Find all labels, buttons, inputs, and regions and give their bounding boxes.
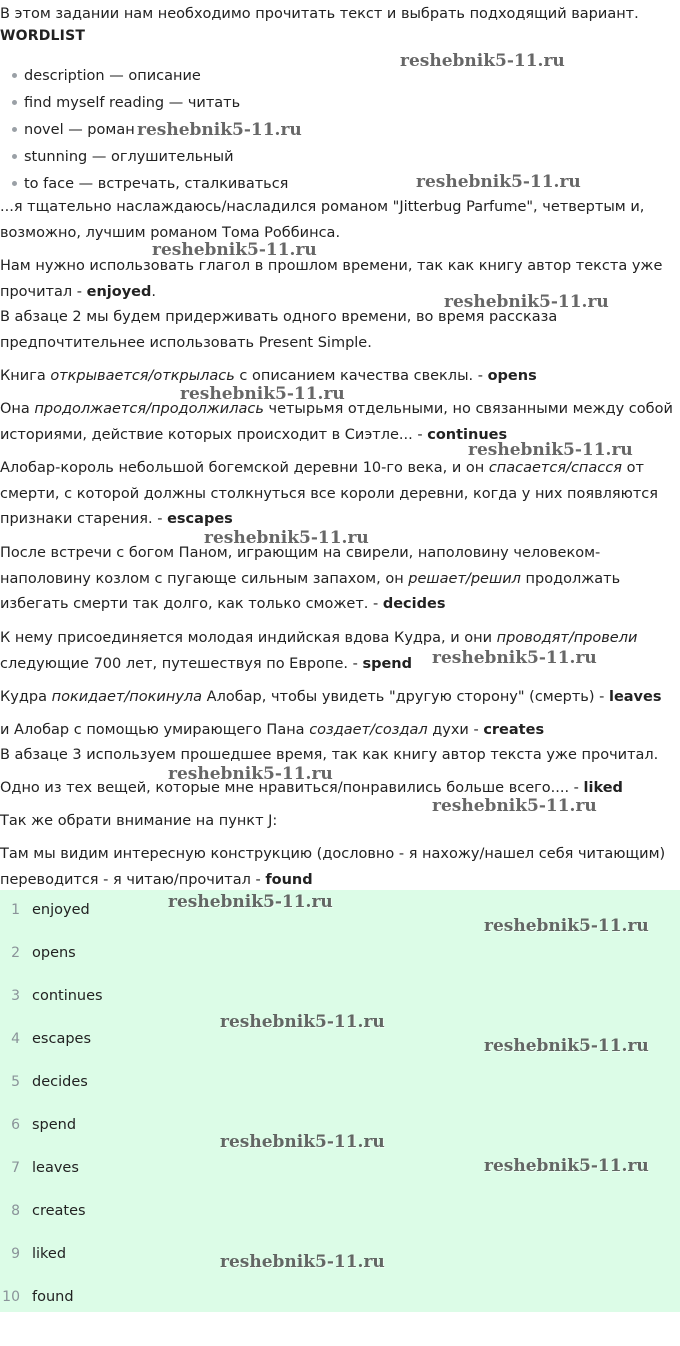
answer-word: opens: [32, 945, 76, 961]
answer-number: 5: [11, 1074, 20, 1090]
explanation-text: духи -: [427, 722, 484, 738]
watermark: reshebnik5-11.ru: [220, 1012, 385, 1032]
explanation-paragraph: [0, 456, 676, 533]
answer-number: 8: [11, 1203, 20, 1219]
answer-word: spend: [362, 655, 412, 672]
watermark: reshebnik5-11.ru: [484, 916, 649, 936]
watermark: reshebnik5-11.ru: [168, 892, 333, 912]
answer-number: 2: [11, 945, 20, 961]
answer-row: [0, 1282, 680, 1312]
bullet-icon: [12, 154, 17, 159]
explanation-paragraph: [0, 685, 676, 711]
verb-options: покидает/покинула: [51, 689, 203, 705]
explanation-paragraph: ...я тщательно наслаждаюсь/насладился романом "Jitterbug Parfume", четвертым и, возможно, лучшим романом Тома Роббинса.: [0, 199, 645, 241]
answer-word: creates: [32, 1203, 86, 1219]
wordlist-item: to face — встречать, сталкиваться: [24, 176, 289, 192]
explanation-text: и Алобар с помощью умирающего Пана: [0, 722, 310, 738]
answer-number: 6: [11, 1117, 20, 1133]
verb-options: проводят/провели: [496, 630, 638, 646]
answer-number: 4: [11, 1031, 20, 1047]
answer-word: escapes: [167, 511, 233, 527]
answer-row: [0, 981, 680, 1011]
explanation-paragraph: Так же обрати внимание на пункт J:: [0, 813, 278, 829]
explanation-text: Одно из тех вещей, которые мне нравиться/понравились больше всего.... -: [0, 780, 584, 796]
explanation-text: После встречи с богом Паном, играющим на свирели, наполовину человеком-наполовину козлом с пугающе сильным запахом, он: [0, 545, 601, 587]
verb-options: продолжается/продолжилась: [34, 401, 264, 417]
answer-word: continues: [32, 988, 103, 1004]
watermark: reshebnik5-11.ru: [152, 240, 317, 260]
answer-word: escapes: [32, 1031, 92, 1047]
verb-options: создает/создал: [309, 722, 428, 738]
watermark: reshebnik5-11.ru: [400, 51, 565, 71]
answer-number: 1: [11, 902, 20, 918]
bullet-icon: [12, 73, 17, 78]
answer-word: decides: [382, 596, 446, 612]
watermark: reshebnik5-11.ru: [220, 1252, 385, 1272]
explanation-paragraph: Нам нужно использовать глагол в прошлом времени, так как книгу автор текста уже прочитал - enjoyed.: [0, 258, 663, 300]
explanation-text: с описанием качества свеклы. -: [234, 368, 488, 384]
verb-options: решает/решил: [408, 570, 521, 587]
answer-word: liked: [32, 1246, 67, 1262]
answer-word: enjoyed: [86, 283, 152, 300]
answer-word: enjoyed: [32, 902, 90, 918]
answer-word: liked: [583, 780, 623, 796]
explanation-text: продолжать избегать смерти так долго, как только сможет. -: [0, 570, 621, 612]
answer-word: creates: [483, 722, 545, 738]
explanation-text: следующие 700 лет, путешествуя по Европе. -: [0, 655, 363, 672]
answer-word: leaves: [32, 1160, 79, 1176]
answer-number: 3: [11, 988, 20, 1004]
verb-options: спасается/спасся: [488, 460, 622, 476]
watermark: reshebnik5-11.ru: [220, 1132, 385, 1152]
verb-options: открывается/открылась: [50, 368, 235, 384]
answer-row: [0, 938, 680, 968]
watermark: reshebnik5-11.ru: [168, 764, 333, 784]
wordlist-item: find myself reading — читать: [24, 95, 241, 111]
answer-row: [0, 1196, 680, 1226]
explanation-text: Алобар, чтобы увидеть "другую сторону" (смерть) -: [202, 689, 609, 705]
watermark: reshebnik5-11.ru: [416, 172, 581, 192]
watermark: reshebnik5-11.ru: [137, 120, 302, 140]
wordlist-item: description — описание: [24, 68, 201, 84]
answer-number: 10: [2, 1289, 20, 1305]
explanation-paragraph: В абзаце 2 мы будем придерживать одного времени, во время рассказа предпочтительнее использовать Present Simple.: [0, 309, 558, 351]
watermark: reshebnik5-11.ru: [484, 1036, 649, 1056]
answer-word: leaves: [608, 689, 662, 705]
explanation-text: К нему присоединяется молодая индийская вдова Кудра, и они: [0, 630, 497, 646]
explanation-text: Нам нужно использовать глагол в прошлом времени, так как книгу автор текста уже прочитал -: [0, 258, 663, 300]
intro-text: В этом задании нам необходимо прочитать текст и выбрать подходящий вариант.: [0, 6, 639, 22]
explanation-paragraph: [0, 842, 676, 893]
explanation-text: Кудра: [0, 689, 52, 705]
answer-list: [0, 890, 680, 1312]
explanation-paragraph: [0, 541, 676, 618]
bullet-icon: [12, 100, 17, 105]
answer-word: found: [265, 871, 313, 888]
answer-word: continues: [427, 426, 508, 443]
explanation-paragraph: В абзаце 3 используем прошедшее время, так как книгу автор текста уже прочитал.: [0, 747, 659, 763]
watermark: reshebnik5-11.ru: [204, 528, 369, 548]
answer-number: 7: [11, 1160, 20, 1176]
explanation-text: от смерти, с которой должны столкнуться все короли деревни, когда у них появляются признаки старения. -: [0, 460, 659, 527]
watermark: reshebnik5-11.ru: [432, 648, 597, 668]
answer-number: 9: [11, 1246, 20, 1262]
explanation-paragraph: [0, 718, 676, 744]
wordlist-item: novel — роман: [24, 122, 135, 138]
answer-word: decides: [32, 1074, 88, 1090]
answer-word: opens: [487, 368, 537, 384]
answer-row: [0, 1067, 680, 1097]
explanation-text: Она: [0, 401, 35, 417]
answer-word: found: [32, 1289, 74, 1305]
watermark: reshebnik5-11.ru: [468, 440, 633, 460]
explanation-text: Алобар-король небольшой богемской деревни 10-го века, и он: [0, 460, 489, 476]
wordlist-item: stunning — оглушительный: [24, 149, 234, 165]
wordlist-heading: WORDLIST: [0, 28, 86, 44]
watermark: reshebnik5-11.ru: [484, 1156, 649, 1176]
watermark: reshebnik5-11.ru: [432, 796, 597, 816]
explanation-text: Там мы видим интересную конструкцию (дословно - я нахожу/нашел себя читающим) переводится - я читаю/прочитал -: [0, 846, 666, 888]
bullet-icon: [12, 127, 17, 132]
watermark: reshebnik5-11.ru: [444, 292, 609, 312]
explanation-text: Книга: [0, 368, 51, 384]
explanation-text: четырьмя отдельными, но связанными между собой историями, действие которых происходит в Сиэтле... -: [0, 401, 673, 443]
answer-word: spend: [32, 1117, 77, 1133]
bullet-icon: [12, 181, 17, 186]
watermark: reshebnik5-11.ru: [180, 384, 345, 404]
